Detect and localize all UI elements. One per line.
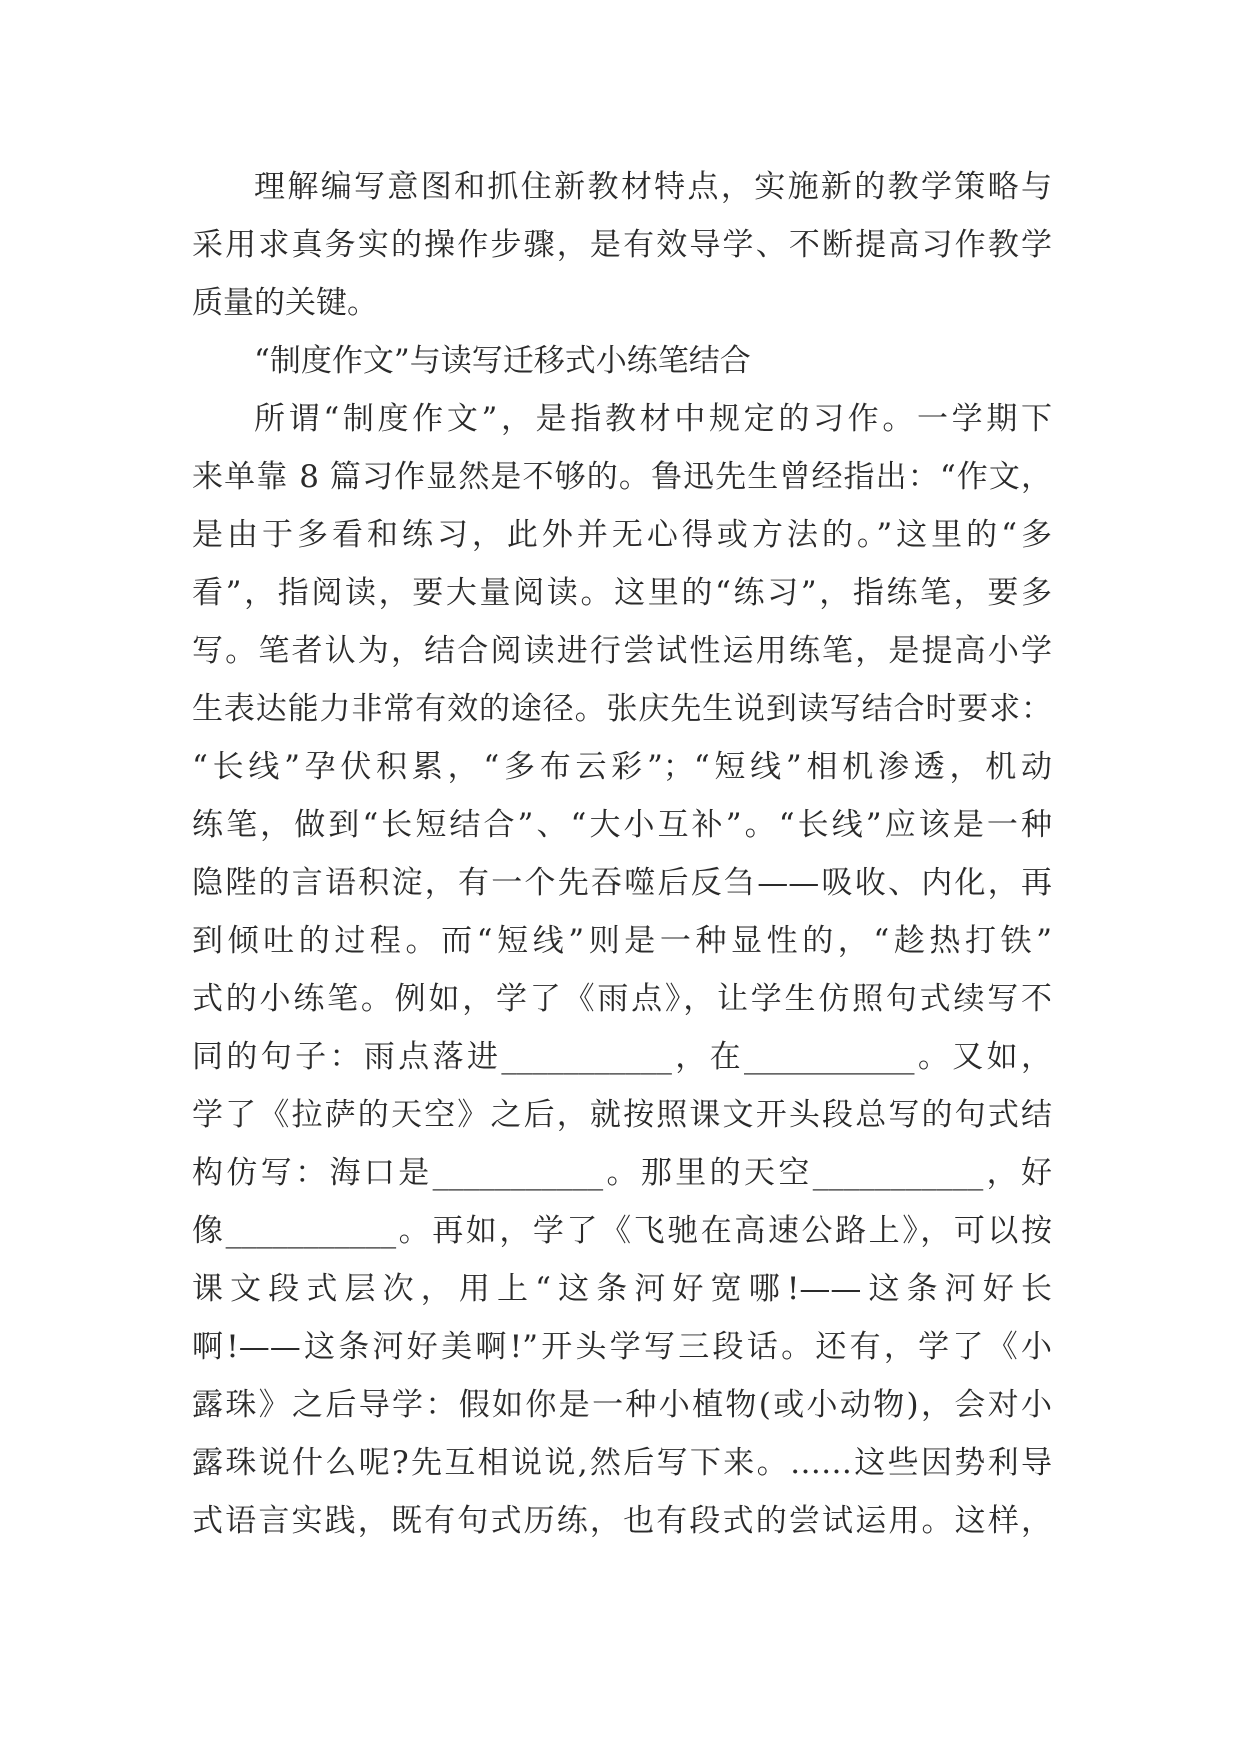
paragraph-line: 构仿写：海口是___________。那里的天空___________，好	[192, 1155, 1052, 1191]
paragraph-line: 隐陛的言语积淀，有一个先吞噬后反刍——吸收、内化，再	[192, 865, 1052, 901]
paragraph-line: 来单靠 8 篇习作显然是不够的。鲁迅先生曾经指出：“作文，	[192, 459, 1052, 495]
paragraph-line: 是由于多看和练习，此外并无心得或方法的。”这里的“多	[192, 517, 1052, 553]
paragraph-line: 露珠说什么呢?先互相说说,然后写下来。……这些因势利导	[192, 1445, 1052, 1481]
paragraph-line: 同的句子：雨点落进___________，在___________。又如，	[192, 1039, 1052, 1075]
paragraph-line: 练笔，做到“长短结合”、“大小互补”。“长线”应该是一种	[192, 807, 1052, 843]
section-heading: “制度作文”与读写迁移式小练笔结合	[254, 343, 751, 379]
paragraph-line: 写。笔者认为，结合阅读进行尝试性运用练笔，是提高小学	[192, 633, 1052, 669]
paragraph-line: 看”，指阅读，要大量阅读。这里的“练习”，指练笔，要多	[192, 575, 1052, 611]
paragraph-line: 课文段式层次，用上“这条河好宽哪!——这条河好长	[192, 1271, 1052, 1307]
paragraph-line: 质量的关键。	[192, 285, 378, 321]
paragraph-line: 到倾吐的过程。而“短线”则是一种显性的，“趁热打铁”	[192, 923, 1052, 959]
paragraph-line: 学了《拉萨的天空》之后，就按照课文开头段总写的句式结	[192, 1097, 1052, 1133]
paragraph-line: 所谓“制度作文”，是指教材中规定的习作。一学期下	[254, 401, 1052, 437]
paragraph-line: “长线”孕伏积累，“多布云彩”；“短线”相机渗透，机动	[192, 749, 1052, 785]
paragraph-line: 采用求真务实的操作步骤，是有效导学、不断提高习作教学	[192, 227, 1052, 263]
paragraph-line: 式语言实践，既有句式历练，也有段式的尝试运用。这样，	[192, 1503, 1052, 1539]
paragraph-line: 露珠》之后导学：假如你是一种小植物(或小动物)，会对小	[192, 1387, 1052, 1423]
paragraph-line: 生表达能力非常有效的途径。张庆先生说到读写结合时要求：	[192, 691, 1052, 727]
paragraph-line: 像___________。再如，学了《飞驰在高速公路上》，可以按	[192, 1213, 1052, 1249]
paragraph-line: 理解编写意图和抓住新教材特点，实施新的教学策略与	[254, 169, 1052, 205]
paragraph-line: 啊!——这条河好美啊!”开头学写三段话。还有，学了《小	[192, 1329, 1052, 1365]
document-body	[192, 158, 1052, 1550]
paragraph-line: 式的小练笔。例如，学了《雨点》，让学生仿照句式续写不	[192, 981, 1052, 1017]
